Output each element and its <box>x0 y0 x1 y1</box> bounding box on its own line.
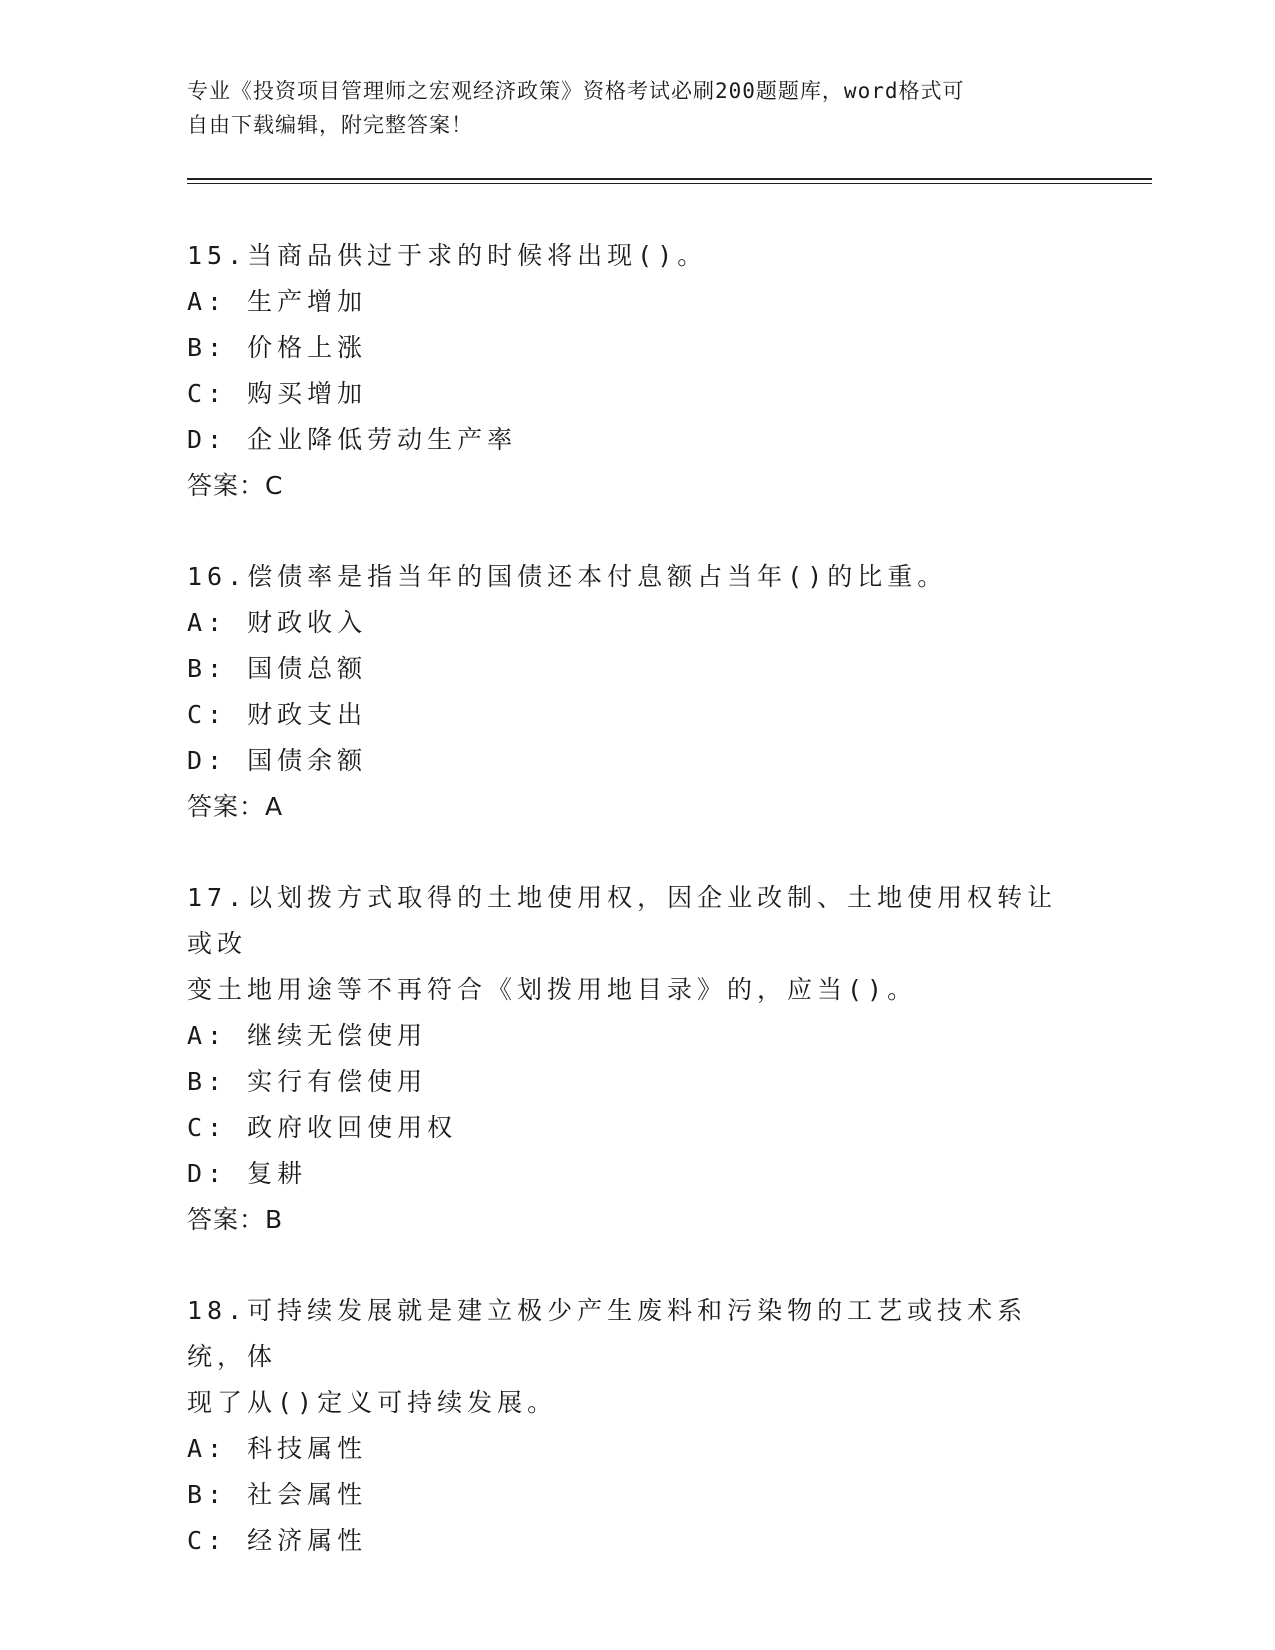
answer-option: A: 继续无偿使用 <box>187 1021 428 1050</box>
question-block <box>187 875 1087 1243</box>
answer-option: D: 国债余额 <box>187 746 368 775</box>
answer-key: 答案：B <box>187 1205 284 1234</box>
answer-option: B: 国债总额 <box>187 654 368 683</box>
answer-option: C: 经济属性 <box>187 1526 368 1555</box>
answer-option: D: 企业降低劳动生产率 <box>187 425 518 454</box>
question-list <box>187 233 1087 1609</box>
answer-option: C: 购买增加 <box>187 379 368 408</box>
answer-option: B: 价格上涨 <box>187 333 368 362</box>
answer-option: A: 财政收入 <box>187 608 368 637</box>
question-block <box>187 554 1087 830</box>
question-text: 17.以划拨方式取得的土地使用权，因企业改制、土地使用权转让或改 <box>187 883 1058 958</box>
header-line-2: 自由下载编辑，附完整答案！ <box>187 113 473 137</box>
header-divider <box>187 178 1152 184</box>
question-text: 16.偿债率是指当年的国债还本付息额占当年()的比重。 <box>187 562 948 591</box>
answer-key: 答案：A <box>187 792 284 821</box>
answer-option: C: 财政支出 <box>187 700 368 729</box>
answer-option: C: 政府收回使用权 <box>187 1113 458 1142</box>
answer-option: B: 实行有偿使用 <box>187 1067 428 1096</box>
answer-option: D: 复耕 <box>187 1159 308 1188</box>
answer-option: A: 科技属性 <box>187 1434 368 1463</box>
answer-key: 答案：C <box>187 471 284 500</box>
question-text: 变土地用途等不再符合《划拨用地目录》的，应当()。 <box>187 975 918 1004</box>
answer-option: A: 生产增加 <box>187 287 368 316</box>
question-text: 18.可持续发展就是建立极少产生废料和污染物的工艺或技术系统，体 <box>187 1296 1028 1371</box>
header-line-1: 专业《投资项目管理师之宏观经济政策》资格考试必刷200题题库，word格式可 <box>187 79 965 103</box>
answer-option: B: 社会属性 <box>187 1480 368 1509</box>
question-text: 现了从()定义可持续发展。 <box>187 1388 558 1417</box>
question-text: 15.当商品供过于求的时候将出现()。 <box>187 241 708 270</box>
question-block <box>187 1288 1087 1564</box>
question-block <box>187 233 1087 509</box>
document-header <box>187 74 1067 142</box>
